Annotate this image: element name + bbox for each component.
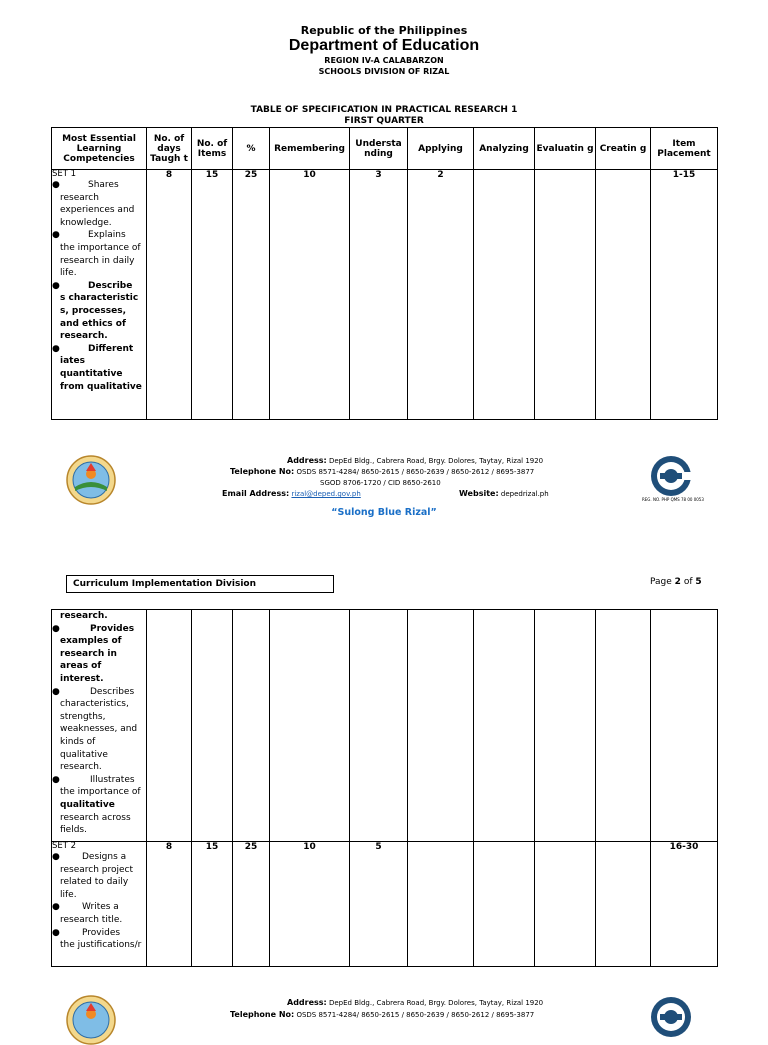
tos-title: TABLE OF SPECIFICATION IN PRACTICAL RESEARCH 1 bbox=[250, 105, 518, 115]
set-label: SET 1 bbox=[52, 169, 77, 179]
list-item-text: s characteristic s, processes, and ethics of research. bbox=[60, 293, 139, 342]
col-header-items: No. of Items bbox=[192, 128, 233, 170]
list-item-head: Describe bbox=[88, 280, 133, 291]
col-header-understanding: Understa nding bbox=[350, 128, 408, 170]
republic-heading: Republic of the Philippines bbox=[300, 24, 468, 37]
applying-cell bbox=[408, 842, 474, 967]
col-header-analyzing: Analyzing bbox=[474, 128, 535, 170]
bullet-icon: ● bbox=[52, 343, 60, 354]
competency-cell-set1 bbox=[52, 170, 147, 420]
bullet-icon: ● bbox=[52, 774, 60, 785]
applying-cell: 2 bbox=[408, 170, 474, 420]
list-item-text: examples of research in areas of interest. bbox=[60, 636, 122, 684]
tuv-iso-cert-logo bbox=[650, 996, 692, 1038]
footer-tel-line bbox=[230, 467, 534, 476]
page-number: 2 bbox=[674, 577, 681, 587]
analyzing-cell bbox=[474, 610, 535, 842]
address-text: DepEd Bldg., Cabrera Road, Brgy. Dolores, Taytay, Rizal 1920 bbox=[328, 457, 544, 465]
items-cell: 15 bbox=[192, 842, 233, 967]
col-header-placement: Item Placement bbox=[651, 128, 718, 170]
bullet-icon: ● bbox=[52, 902, 60, 913]
list-item-head: Writes a bbox=[82, 902, 119, 913]
table-row-set1-cont bbox=[52, 610, 718, 842]
competency-cell-set1-cont bbox=[52, 610, 147, 842]
days-cell: 8 bbox=[147, 170, 192, 420]
department-heading: Department of Education bbox=[288, 37, 480, 54]
bullet-icon: ● bbox=[52, 180, 60, 190]
applying-cell bbox=[408, 610, 474, 842]
percent-cell bbox=[233, 610, 270, 842]
list-item bbox=[52, 774, 146, 837]
evaluating-cell bbox=[535, 842, 596, 967]
tel-label: Telephone No: bbox=[230, 467, 295, 476]
footer-tel-line bbox=[230, 1010, 534, 1019]
region-heading: REGION IV-A CALABARZON bbox=[324, 56, 444, 65]
address-label: Address: bbox=[287, 998, 327, 1007]
list-item bbox=[52, 179, 146, 229]
analyzing-cell bbox=[474, 842, 535, 967]
table-row-set1 bbox=[52, 170, 718, 420]
evaluating-cell bbox=[535, 610, 596, 842]
website-text: depedrizal.ph bbox=[500, 490, 549, 498]
footer-address-line bbox=[287, 456, 543, 465]
footer-email-line bbox=[222, 489, 361, 498]
col-header-remembering: Remembering bbox=[270, 128, 350, 170]
table-row-set2 bbox=[52, 842, 718, 967]
days-cell: 8 bbox=[147, 842, 192, 967]
bullet-icon: ● bbox=[52, 623, 60, 634]
list-item-text: research experiences and knowledge. bbox=[60, 192, 135, 228]
division-heading: SCHOOLS DIVISION OF RIZAL bbox=[318, 67, 450, 76]
col-header-days: No. of days Taugh t bbox=[147, 128, 192, 170]
rizal-seal-logo bbox=[66, 455, 116, 505]
bullet-icon: ● bbox=[52, 230, 60, 241]
bullet-icon: ● bbox=[52, 927, 60, 938]
remembering-cell: 10 bbox=[270, 170, 350, 420]
bullet-icon: ● bbox=[52, 280, 60, 291]
list-item bbox=[52, 280, 146, 343]
bullet-icon: ● bbox=[52, 852, 60, 862]
tuv-iso-cert-logo bbox=[650, 455, 692, 497]
page-indicator bbox=[650, 577, 702, 587]
col-header-percent: % bbox=[233, 128, 270, 170]
items-cell: 15 bbox=[192, 170, 233, 420]
list-item-head: Designs a bbox=[82, 852, 127, 862]
list-item bbox=[52, 927, 146, 952]
percent-cell: 25 bbox=[233, 842, 270, 967]
cert-number: REG. NO. PHP QMS 78 00 0053 bbox=[642, 497, 704, 502]
rizal-seal-logo bbox=[66, 995, 116, 1045]
address-label: Address: bbox=[287, 456, 327, 465]
list-item-text: research title. bbox=[60, 914, 123, 925]
list-item-head: Provides bbox=[90, 623, 135, 634]
col-header-evaluating: Evaluatin g bbox=[535, 128, 596, 170]
col-header-competencies: Most Essential Learning Competencies bbox=[52, 128, 147, 170]
quarter-title: FIRST QUARTER bbox=[344, 116, 424, 126]
list-item bbox=[52, 901, 146, 926]
days-cell bbox=[147, 610, 192, 842]
page-total: 5 bbox=[695, 577, 702, 587]
list-item-head: Shares bbox=[88, 180, 119, 190]
page-label: Page bbox=[650, 577, 672, 587]
list-item-text: research project related to daily life. bbox=[60, 864, 134, 900]
remembering-cell: 10 bbox=[270, 842, 350, 967]
list-item bbox=[52, 229, 146, 279]
items-cell bbox=[192, 610, 233, 842]
list-item bbox=[52, 343, 146, 393]
col-header-applying: Applying bbox=[408, 128, 474, 170]
percent-cell: 25 bbox=[233, 170, 270, 420]
motto: “Sulong Blue Rizal” bbox=[331, 507, 437, 518]
col-header-creating: Creatin g bbox=[596, 128, 651, 170]
bullet-icon: ● bbox=[52, 686, 60, 697]
list-item-text: the justifications/r bbox=[60, 940, 142, 951]
understanding-cell bbox=[350, 610, 408, 842]
analyzing-cell bbox=[474, 170, 535, 420]
placement-cell: 16-30 bbox=[651, 842, 718, 967]
list-item bbox=[52, 851, 146, 901]
list-item-head: Explains bbox=[88, 230, 126, 241]
email-link[interactable]: rizal@deped.gov.ph bbox=[291, 490, 361, 498]
tos-table-page2 bbox=[51, 609, 718, 967]
understanding-cell: 5 bbox=[350, 842, 408, 967]
list-item-text: iates quantitative from qualitative bbox=[60, 356, 142, 392]
tel-text-2: SGOD 8706-1720 / CID 8650-2610 bbox=[320, 479, 441, 487]
page-of: of bbox=[683, 577, 693, 587]
tel-label: Telephone No: bbox=[230, 1010, 295, 1019]
list-item-text: characteristics, strengths, weaknesses, and kinds of qualitative research. bbox=[60, 699, 138, 773]
footer-website-line bbox=[459, 489, 549, 498]
evaluating-cell bbox=[535, 170, 596, 420]
continued-text: research. bbox=[60, 611, 108, 621]
list-item-head: Provides bbox=[82, 927, 121, 938]
footer-address-line bbox=[287, 998, 543, 1007]
placement-cell: 1-15 bbox=[651, 170, 718, 420]
website-label: Website: bbox=[459, 489, 499, 498]
tel-text: OSDS 8571-4284/ 8650-2615 / 8650-2639 / 8650-2612 / 8695-3877 bbox=[296, 468, 535, 476]
list-item-head: Illustrates bbox=[90, 774, 135, 785]
list-item-head: Describes bbox=[90, 686, 135, 697]
division-box: Curriculum Implementation Division bbox=[66, 575, 334, 593]
email-label: Email Address: bbox=[222, 489, 290, 498]
list-item-text: the importance of qualitative research across fields. bbox=[60, 787, 141, 836]
understanding-cell: 3 bbox=[350, 170, 408, 420]
remembering-cell bbox=[270, 610, 350, 842]
placement-cell bbox=[651, 610, 718, 842]
tos-table-page1 bbox=[51, 127, 718, 420]
list-item bbox=[52, 623, 146, 686]
list-item bbox=[52, 686, 146, 774]
tel-text: OSDS 8571-4284/ 8650-2615 / 8650-2639 / 8650-2612 / 8695-3877 bbox=[296, 1011, 535, 1019]
competency-cell-set2 bbox=[52, 842, 147, 967]
table-header-row bbox=[52, 128, 718, 170]
set-label: SET 2 bbox=[52, 841, 77, 851]
list-item-text: the importance of research in daily life. bbox=[60, 242, 141, 279]
creating-cell bbox=[596, 170, 651, 420]
creating-cell bbox=[596, 610, 651, 842]
list-item-head: Different bbox=[88, 343, 134, 354]
creating-cell bbox=[596, 842, 651, 967]
address-text: DepEd Bldg., Cabrera Road, Brgy. Dolores, Taytay, Rizal 1920 bbox=[328, 999, 544, 1007]
